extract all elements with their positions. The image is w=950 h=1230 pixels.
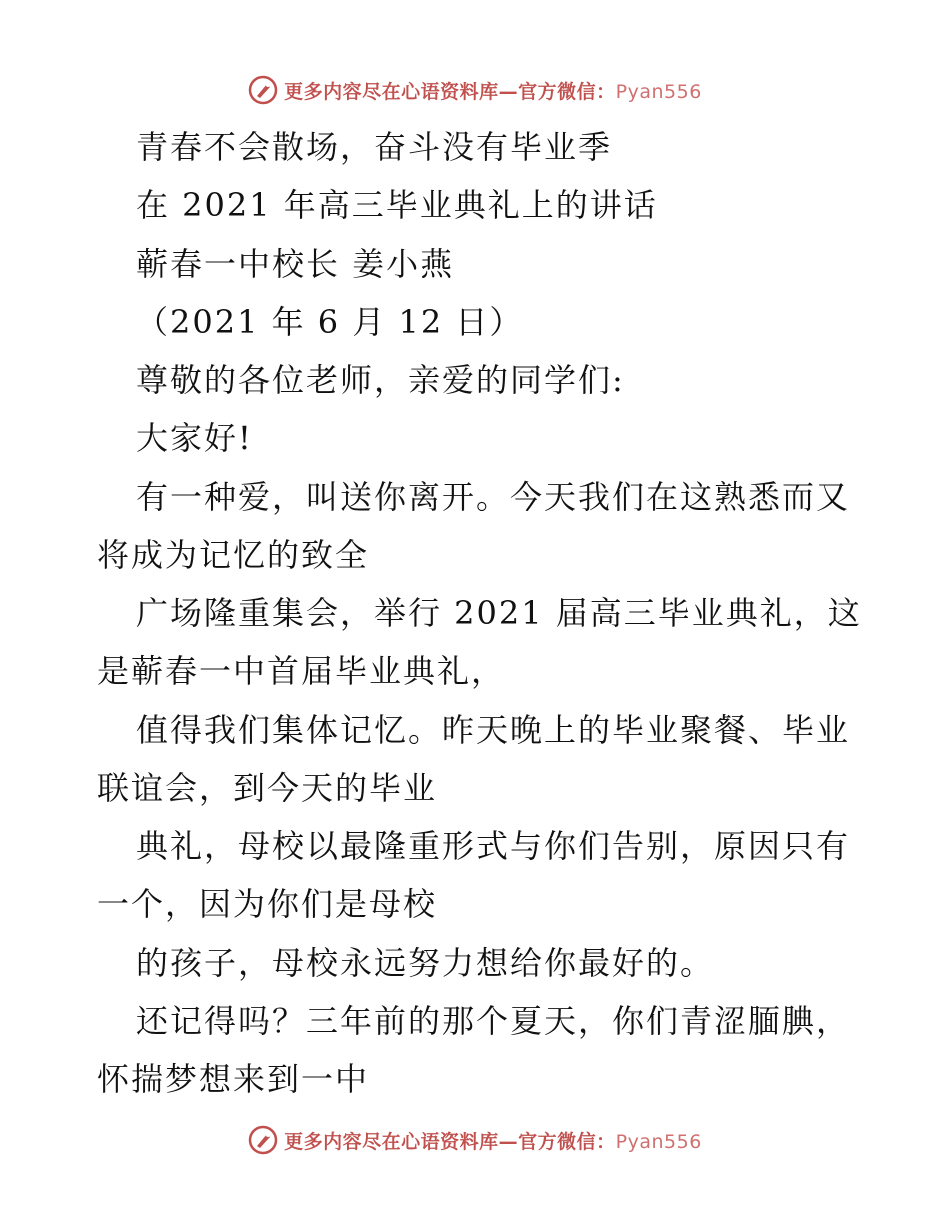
- paragraph-line: 一个，因为你们是母校: [97, 885, 438, 923]
- watermark-banner-top: [0, 70, 950, 110]
- salutation: 尊敬的各位老师，亲爱的同学们:: [136, 361, 625, 399]
- wechat-id: Pyan556: [615, 80, 702, 103]
- paragraph-line: 将成为记忆的致全: [97, 536, 370, 574]
- paragraph-line: 典礼，母校以最隆重形式与你们告别，原因只有: [136, 827, 851, 865]
- paragraph-line: 有一种爱，叫送你离开。今天我们在这熟悉而又: [136, 478, 851, 516]
- paragraph-line: 的孩子，母校永远努力想给你最好的。: [136, 944, 715, 982]
- paragraph-line: 广场隆重集会，举行 2021 届高三毕业典礼，这: [136, 594, 862, 632]
- paragraph-line: 联谊会，到今天的毕业: [97, 769, 438, 807]
- watermark-banner-bottom: [0, 1120, 950, 1160]
- paragraph-line: 怀揣梦想来到一中: [97, 1060, 370, 1098]
- wechat-id: Pyan556: [615, 1130, 702, 1153]
- pen-nib-logo-icon: [248, 75, 278, 105]
- watermark-text: 更多内容尽在心语资料库—官方微信：Pyan556: [284, 1130, 702, 1153]
- watermark-text: 更多内容尽在心语资料库—官方微信：Pyan556: [284, 80, 702, 103]
- speech-title: 青春不会散场，奋斗没有毕业季: [136, 128, 613, 166]
- pen-nib-logo-icon: [248, 1125, 278, 1155]
- paragraph-line: 值得我们集体记忆。昨天晚上的毕业聚餐、毕业: [136, 711, 851, 749]
- paragraph-line: 是蕲春一中首届毕业典礼，: [97, 652, 506, 690]
- speech-subtitle: 在 2021 年高三毕业典礼上的讲话: [136, 186, 658, 224]
- greeting: 大家好!: [136, 419, 253, 457]
- speaker-line: 蕲春一中校长 姜小燕: [136, 245, 455, 283]
- date-line: （2021 年 6 月 12 日）: [136, 303, 524, 341]
- paragraph-line: 还记得吗？三年前的那个夏天，你们青涩腼腆，: [136, 1002, 851, 1040]
